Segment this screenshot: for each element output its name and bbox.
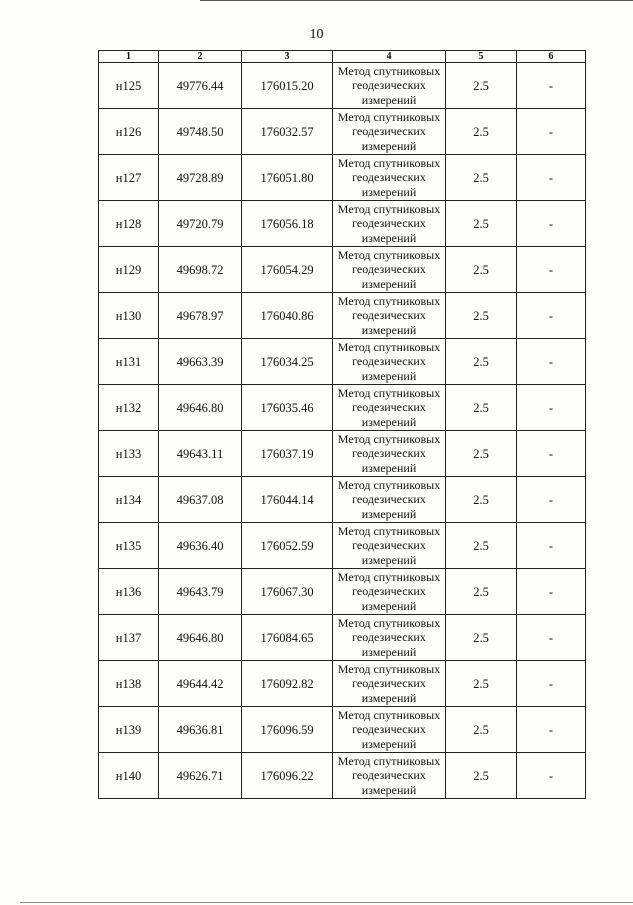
method-cell: Метод спутниковых геодезических измерений [333, 293, 446, 339]
y-coordinate-cell: 176015.20 [242, 63, 333, 109]
x-coordinate-cell: 49720.79 [159, 201, 242, 247]
accuracy-cell: 2.5 [446, 707, 517, 753]
y-coordinate-cell: 176054.29 [242, 247, 333, 293]
header-col-5: 5 [446, 51, 517, 63]
x-coordinate-cell: 49643.79 [159, 569, 242, 615]
accuracy-cell: 2.5 [446, 339, 517, 385]
table-row [99, 615, 586, 661]
header-col-3: 3 [242, 51, 333, 63]
table-row [99, 523, 586, 569]
point-id-cell: н131 [99, 339, 159, 385]
table-row [99, 109, 586, 155]
header-col-2: 2 [159, 51, 242, 63]
table-row [99, 477, 586, 523]
note-cell: - [517, 523, 586, 569]
point-id-cell: н127 [99, 155, 159, 201]
method-cell: Метод спутниковых геодезических измерений [333, 63, 446, 109]
point-id-cell: н138 [99, 661, 159, 707]
point-id-cell: н130 [99, 293, 159, 339]
x-coordinate-cell: 49748.50 [159, 109, 242, 155]
x-coordinate-cell: 49646.80 [159, 615, 242, 661]
note-cell: - [517, 63, 586, 109]
x-coordinate-cell: 49663.39 [159, 339, 242, 385]
method-cell: Метод спутниковых геодезических измерений [333, 339, 446, 385]
accuracy-cell: 2.5 [446, 247, 517, 293]
note-cell: - [517, 155, 586, 201]
point-id-cell: н136 [99, 569, 159, 615]
accuracy-cell: 2.5 [446, 523, 517, 569]
point-id-cell: н135 [99, 523, 159, 569]
method-cell: Метод спутниковых геодезических измерений [333, 201, 446, 247]
method-cell: Метод спутниковых геодезических измерений [333, 109, 446, 155]
bottom-rule [20, 902, 633, 903]
header-row [99, 51, 586, 63]
table-row [99, 247, 586, 293]
note-cell: - [517, 707, 586, 753]
y-coordinate-cell: 176044.14 [242, 477, 333, 523]
y-coordinate-cell: 176067.30 [242, 569, 333, 615]
accuracy-cell: 2.5 [446, 661, 517, 707]
table-row [99, 293, 586, 339]
coordinates-table [98, 50, 586, 799]
x-coordinate-cell: 49637.08 [159, 477, 242, 523]
table-row [99, 339, 586, 385]
method-cell: Метод спутниковых геодезических измерений [333, 615, 446, 661]
point-id-cell: н126 [99, 109, 159, 155]
note-cell: - [517, 385, 586, 431]
point-id-cell: н139 [99, 707, 159, 753]
note-cell: - [517, 569, 586, 615]
table-row [99, 155, 586, 201]
header-col-1: 1 [99, 51, 159, 63]
x-coordinate-cell: 49636.81 [159, 707, 242, 753]
accuracy-cell: 2.5 [446, 155, 517, 201]
method-cell: Метод спутниковых геодезических измерений [333, 661, 446, 707]
y-coordinate-cell: 176084.65 [242, 615, 333, 661]
top-rule [200, 0, 633, 1]
x-coordinate-cell: 49643.11 [159, 431, 242, 477]
x-coordinate-cell: 49646.80 [159, 385, 242, 431]
point-id-cell: н137 [99, 615, 159, 661]
x-coordinate-cell: 49698.72 [159, 247, 242, 293]
point-id-cell: н140 [99, 753, 159, 799]
method-cell: Метод спутниковых геодезических измерений [333, 523, 446, 569]
y-coordinate-cell: 176034.25 [242, 339, 333, 385]
point-id-cell: н133 [99, 431, 159, 477]
note-cell: - [517, 247, 586, 293]
accuracy-cell: 2.5 [446, 385, 517, 431]
table-body [99, 63, 586, 799]
method-cell: Метод спутниковых геодезических измерений [333, 569, 446, 615]
note-cell: - [517, 477, 586, 523]
note-cell: - [517, 431, 586, 477]
method-cell: Метод спутниковых геодезических измерений [333, 707, 446, 753]
x-coordinate-cell: 49678.97 [159, 293, 242, 339]
y-coordinate-cell: 176037.19 [242, 431, 333, 477]
note-cell: - [517, 753, 586, 799]
method-cell: Метод спутниковых геодезических измерений [333, 247, 446, 293]
y-coordinate-cell: 176092.82 [242, 661, 333, 707]
table-row [99, 753, 586, 799]
table-header [99, 51, 586, 63]
point-id-cell: н128 [99, 201, 159, 247]
note-cell: - [517, 339, 586, 385]
page-number: 10 [309, 27, 324, 42]
y-coordinate-cell: 176096.59 [242, 707, 333, 753]
point-id-cell: н134 [99, 477, 159, 523]
y-coordinate-cell: 176056.18 [242, 201, 333, 247]
note-cell: - [517, 201, 586, 247]
accuracy-cell: 2.5 [446, 109, 517, 155]
accuracy-cell: 2.5 [446, 63, 517, 109]
table-row [99, 63, 586, 109]
note-cell: - [517, 293, 586, 339]
accuracy-cell: 2.5 [446, 569, 517, 615]
y-coordinate-cell: 176032.57 [242, 109, 333, 155]
method-cell: Метод спутниковых геодезических измерений [333, 385, 446, 431]
accuracy-cell: 2.5 [446, 201, 517, 247]
accuracy-cell: 2.5 [446, 615, 517, 661]
note-cell: - [517, 661, 586, 707]
y-coordinate-cell: 176052.59 [242, 523, 333, 569]
header-col-6: 6 [517, 51, 586, 63]
table-row [99, 707, 586, 753]
method-cell: Метод спутниковых геодезических измерений [333, 753, 446, 799]
y-coordinate-cell: 176035.46 [242, 385, 333, 431]
x-coordinate-cell: 49636.40 [159, 523, 242, 569]
method-cell: Метод спутниковых геодезических измерений [333, 431, 446, 477]
x-coordinate-cell: 49728.89 [159, 155, 242, 201]
y-coordinate-cell: 176040.86 [242, 293, 333, 339]
method-cell: Метод спутниковых геодезических измерений [333, 155, 446, 201]
table-row [99, 431, 586, 477]
table-row [99, 569, 586, 615]
table-row [99, 385, 586, 431]
method-cell: Метод спутниковых геодезических измерений [333, 477, 446, 523]
accuracy-cell: 2.5 [446, 293, 517, 339]
table-row [99, 661, 586, 707]
note-cell: - [517, 109, 586, 155]
point-id-cell: н125 [99, 63, 159, 109]
table-row [99, 201, 586, 247]
accuracy-cell: 2.5 [446, 431, 517, 477]
x-coordinate-cell: 49776.44 [159, 63, 242, 109]
point-id-cell: н132 [99, 385, 159, 431]
x-coordinate-cell: 49626.71 [159, 753, 242, 799]
header-col-4: 4 [333, 51, 446, 63]
accuracy-cell: 2.5 [446, 477, 517, 523]
accuracy-cell: 2.5 [446, 753, 517, 799]
y-coordinate-cell: 176096.22 [242, 753, 333, 799]
point-id-cell: н129 [99, 247, 159, 293]
x-coordinate-cell: 49644.42 [159, 661, 242, 707]
y-coordinate-cell: 176051.80 [242, 155, 333, 201]
note-cell: - [517, 615, 586, 661]
